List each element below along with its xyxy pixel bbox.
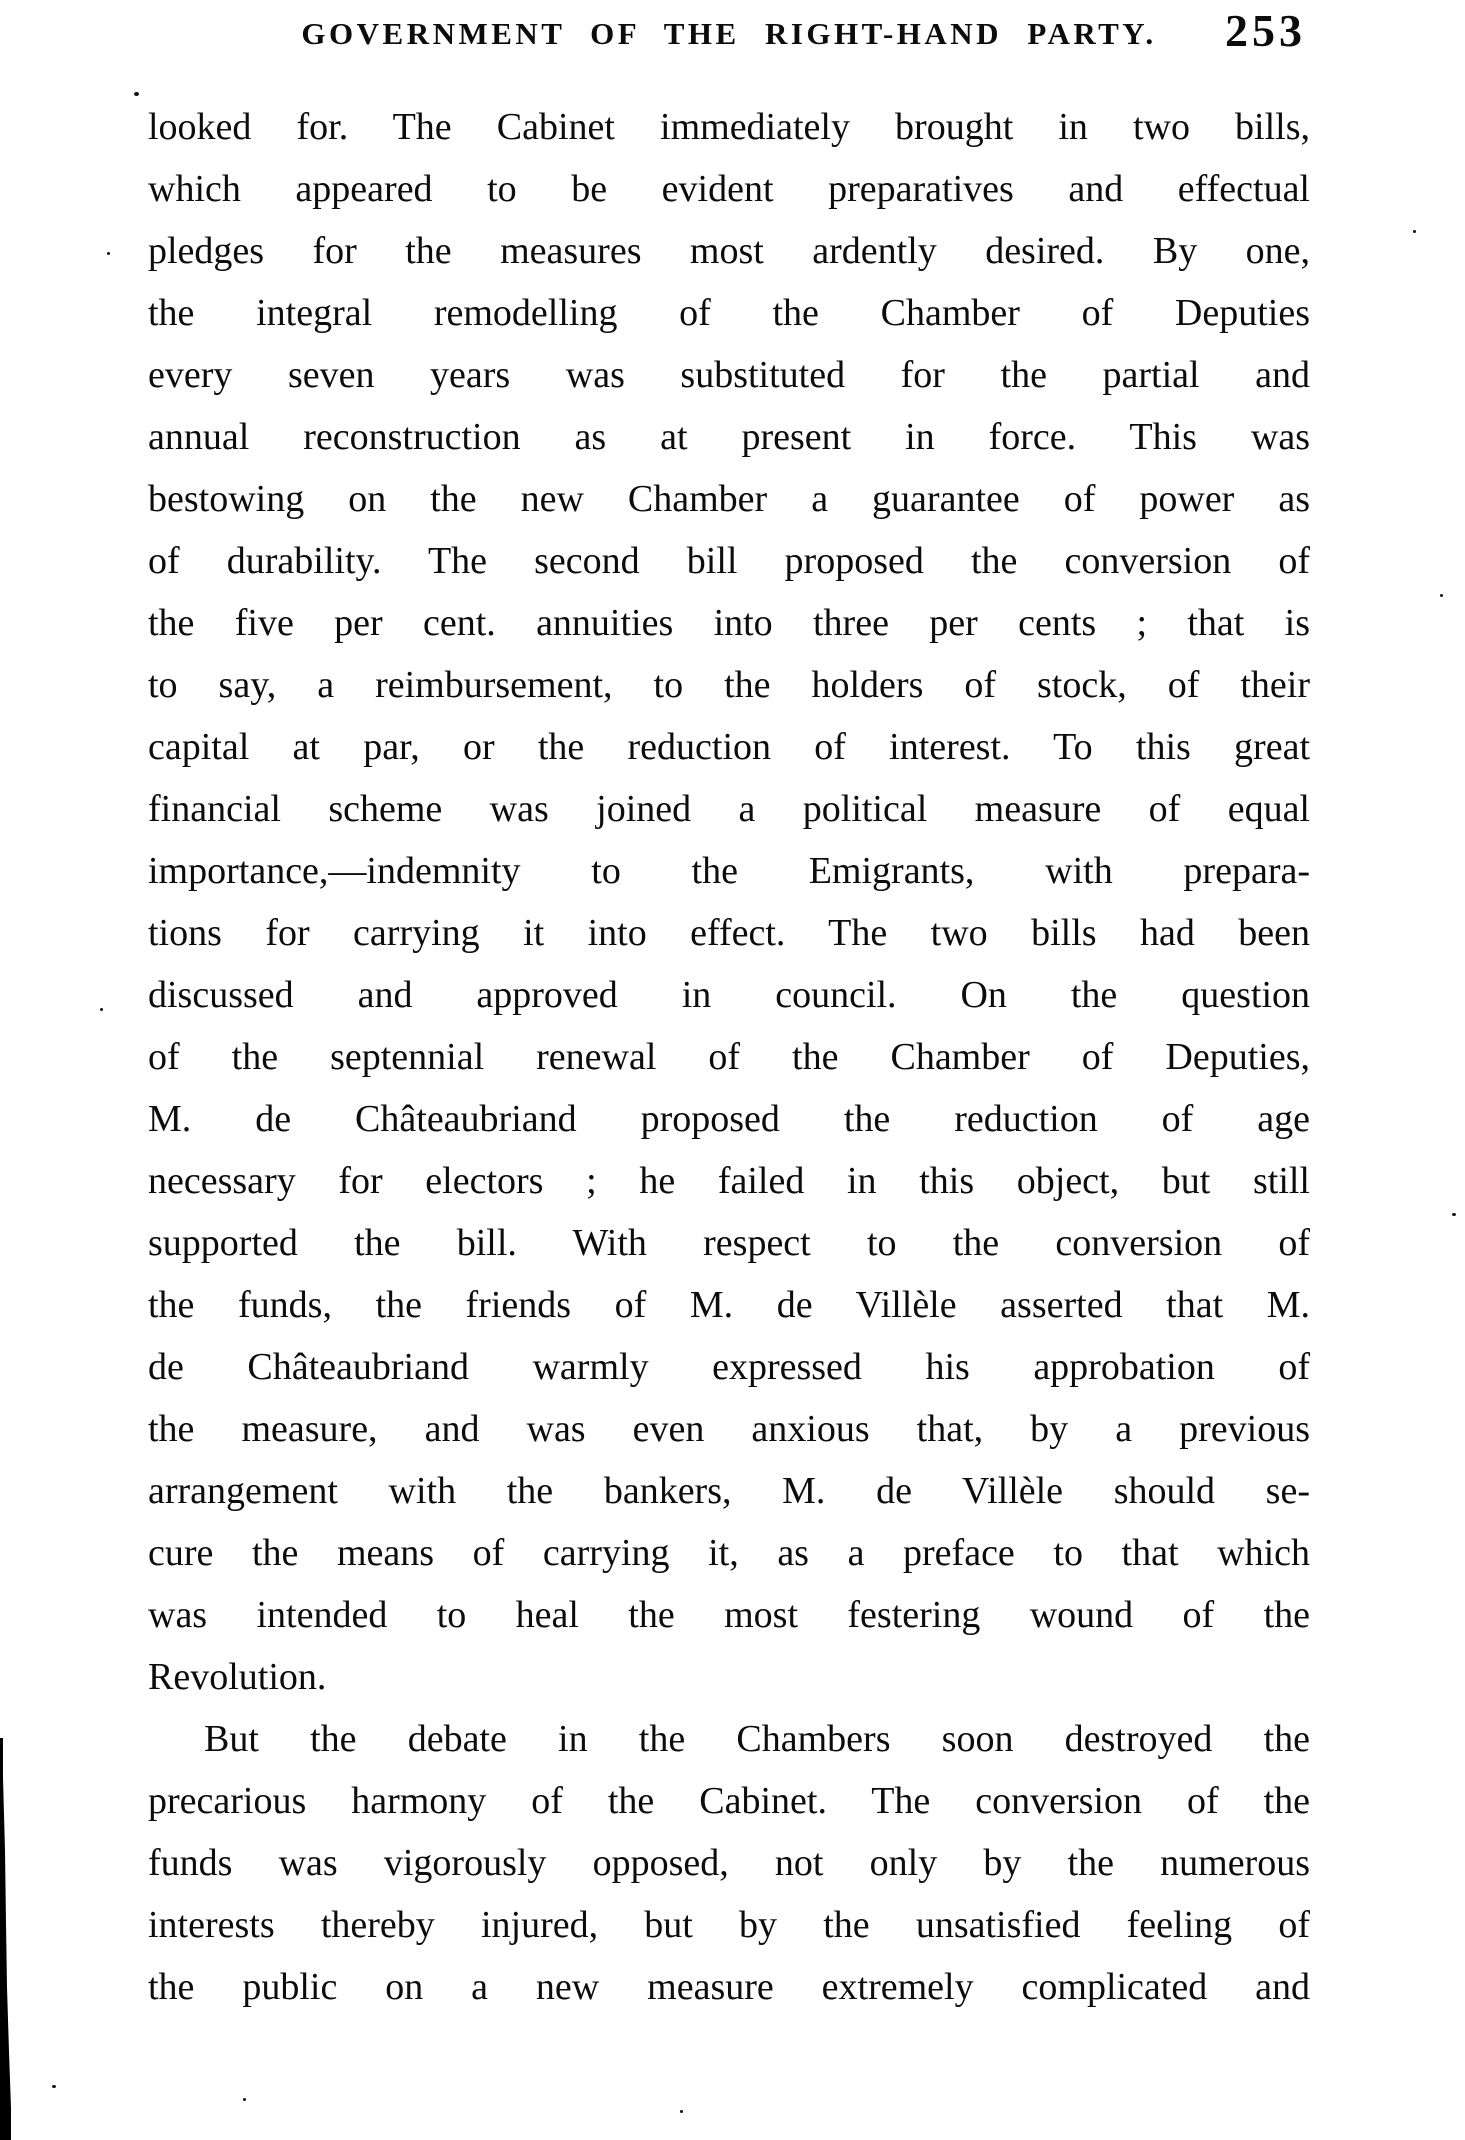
text-line: cure the means of carrying it, as a preface to that which (148, 1532, 1310, 1574)
scan-speck (1452, 1213, 1456, 1216)
text-line: pledges for the measures most ardently desired. By one, (148, 230, 1310, 272)
text-line: every seven years was substituted for the partial and (148, 354, 1310, 396)
text-line: capital at par, or the reduction of interest. To this great (148, 726, 1310, 768)
page-header-title: GOVERNMENT OF THE RIGHT-HAND PARTY. (301, 16, 1157, 51)
text-line: was intended to heal the most festering wound of the (148, 1594, 1310, 1636)
text-line: precarious harmony of the Cabinet. The conversion of the (148, 1780, 1310, 1822)
text-line: of durability. The second bill proposed the conversion of (148, 540, 1310, 582)
text-line: the integral remodelling of the Chamber of Deputies (148, 292, 1310, 334)
running-header (148, 4, 1310, 60)
text-line: which appeared to be evident preparatives and effectual (148, 168, 1310, 210)
text-line: bestowing on the new Chamber a guarantee of power as (148, 478, 1310, 520)
text-line: arrangement with the bankers, M. de Villèle should se- (148, 1470, 1310, 1512)
scan-speck (52, 2085, 56, 2088)
text-line: M. de Châteaubriand proposed the reduction of age (148, 1098, 1310, 1140)
scan-speck (243, 2098, 246, 2101)
text-line: of the septennial renewal of the Chamber of Deputies, (148, 1036, 1310, 1078)
text-line: the public on a new measure extremely complicated and (148, 1966, 1310, 2008)
scan-speck (680, 2110, 683, 2113)
text-line: interests thereby injured, but by the unsatisfied feeling of (148, 1904, 1310, 1946)
text-line: But the debate in the Chambers soon destroyed the (204, 1718, 1310, 1760)
text-line: looked for. The Cabinet immediately brought in two bills, (148, 106, 1310, 148)
page-body (148, 96, 1310, 2018)
text-line: tions for carrying it into effect. The two bills had been (148, 912, 1310, 954)
text-line: annual reconstruction as at present in force. This was (148, 416, 1310, 458)
text-line: the measure, and was even anxious that, by a previous (148, 1408, 1310, 1450)
text-line: de Châteaubriand warmly expressed his approbation of (148, 1346, 1310, 1388)
scan-speck (134, 92, 139, 96)
text-line: Revolution. (148, 1656, 327, 1698)
text-line: financial scheme was joined a political measure of equal (148, 788, 1310, 830)
text-line: supported the bill. With respect to the conversion of (148, 1222, 1310, 1264)
text-line: discussed and approved in council. On the question (148, 974, 1310, 1016)
scan-speck (100, 1008, 103, 1011)
text-line: importance,—indemnity to the Emigrants, with prepara- (148, 850, 1310, 892)
scan-speck (1413, 230, 1416, 233)
text-line: the five per cent. annuities into three per cents ; that is (148, 602, 1310, 644)
page-number: 253 (1225, 5, 1306, 56)
scan-speck (1440, 594, 1443, 597)
text-line: necessary for electors ; he failed in this object, but still (148, 1160, 1310, 1202)
scan-speck (107, 252, 110, 255)
text-line: to say, a reimbursement, to the holders of stock, of their (148, 664, 1310, 706)
text-line: the funds, the friends of M. de Villèle asserted that M. (148, 1284, 1310, 1326)
scan-edge-artifact (0, 1738, 11, 2140)
text-line: funds was vigorously opposed, not only by the numerous (148, 1842, 1310, 1884)
